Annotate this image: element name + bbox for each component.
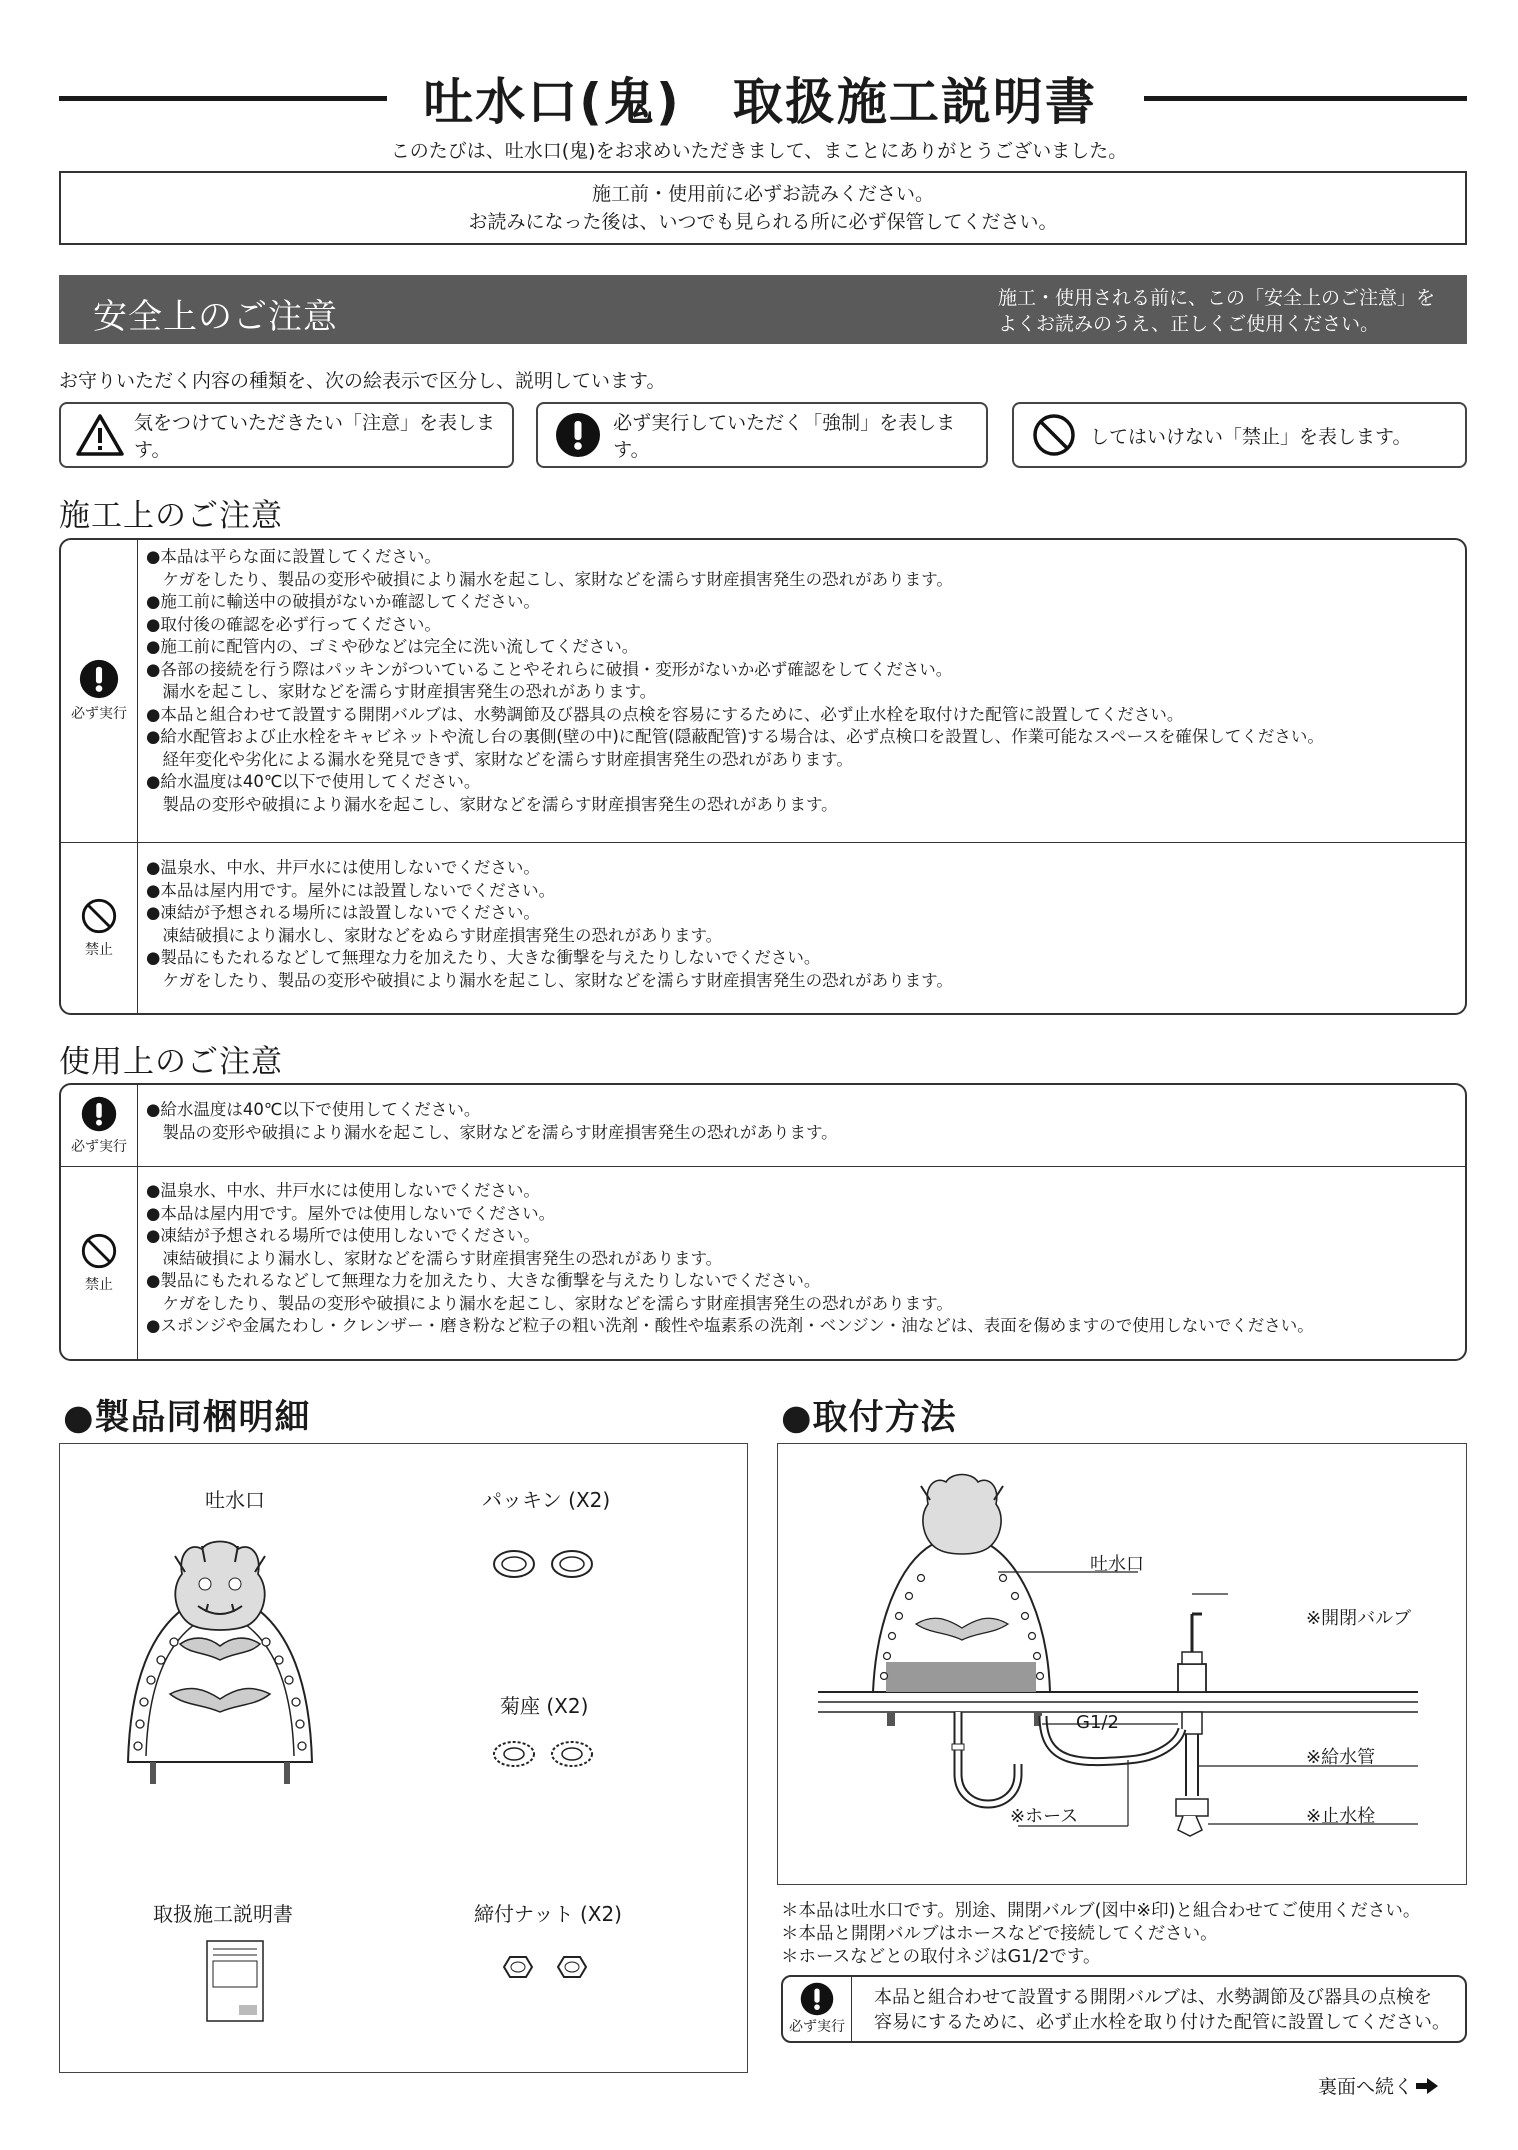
caution-line: ●スポンジや金属たわし・クレンザー・磨き粉など粒子の粗い洗剤・酸性や塩素系の洗剤・ベンジン・油などは、表面を傷めますので使用しないでください。 [146, 1316, 1314, 1335]
install-mandatory-box [781, 1975, 1467, 2043]
prohibited-icon [80, 897, 118, 935]
install-cautions-heading: 施工上のご注意 [59, 498, 283, 534]
install-note: ＊ホースなどとの取付ネジはG1/2です。 [781, 1947, 1101, 1967]
nut-illustration [496, 1949, 596, 1985]
install-prohibited-row [61, 843, 1465, 1013]
prohibited-icon [1024, 412, 1084, 458]
mandatory-label: 必ず実行 [789, 2019, 845, 2035]
mandatory-icon [79, 659, 119, 699]
caution-line: 漏水を起こし、家財などを濡らす財産損害発生の恐れがあります。 [146, 682, 657, 701]
install-cautions-box [59, 538, 1467, 1015]
oni-spout-illustration [120, 1534, 320, 1784]
caution-line: ●給水温度は40℃以下で使用してください。 [146, 1100, 481, 1119]
washer-label: 菊座 (X2) [500, 1694, 589, 1718]
warning-triangle-icon [71, 413, 128, 457]
caution-line: ケガをしたり、製品の変形や破損により漏水を起こし、家財などを濡らす財産損害発生の恐れがあります。 [146, 1293, 953, 1313]
caution-line: ●本品は屋内用です。屋外には設置しないでください。 [146, 880, 556, 900]
mandatory-label: 必ず実行 [71, 1138, 127, 1155]
caution-line: 製品の変形や破損により漏水を起こし、家財などを濡らす財産損害発生の恐れがあります。 [146, 1122, 838, 1142]
caution-line: ●給水温度は40℃以下で使用してください。 [146, 772, 481, 791]
install-prohibited-text [138, 843, 1465, 1013]
legend-mandatory-text: 必ず実行していただく「強制」を表します。 [613, 412, 956, 461]
prohibited-label: 禁止 [85, 942, 113, 958]
caution-line: ●温泉水、中水、井戸水には使用しないでください。 [146, 858, 540, 877]
contents-heading: ●製品同梱明細 [63, 1398, 311, 1438]
safety-title: 安全上のご注意 [93, 297, 338, 337]
install-method-heading: ●取付方法 [781, 1398, 957, 1438]
use-mandatory-row [61, 1085, 1465, 1167]
caution-line: 製品の変形や破損により漏水を起こし、家財などを濡らす財産損害発生の恐れがあります。 [146, 794, 838, 814]
use-prohibited-row [61, 1167, 1465, 1359]
caution-line: ●給水配管および止水栓をキャビネットや流し台の裏側(壁の中)に配管(隠蔽配管)する場合は、必ず点検口を設置し、作業可能なスペースを確保してください。 [146, 727, 1324, 746]
packing-illustration [490, 1544, 600, 1584]
diagram-hose-label: ※ホース [1010, 1806, 1079, 1827]
caution-line: ●製品にもたれるなどして無理な力を加えたり、大きな衝撃を与えたりしないでください。 [146, 948, 821, 967]
diagram-supply-label: ※給水管 [1306, 1747, 1376, 1768]
caution-line: ●本品は平らな面に設置してください。 [146, 547, 441, 566]
caution-line: ケガをしたり、製品の変形や破損により漏水を起こし、家財などを濡らす財産損害発生の恐れがあります。 [146, 569, 953, 589]
install-mandatory-text [852, 1977, 1450, 2041]
continue-on-back [1318, 2072, 1439, 2099]
caution-line: ●各部の接続を行う際はパッキンがついていることやそれらに破損・変形がないか必ず確認をしてください。 [146, 659, 953, 679]
use-prohibited-text [138, 1167, 1465, 1359]
legend-prohibited-text: してはいけない「禁止」を表します。 [1090, 425, 1412, 448]
use-cautions-heading: 使用上のご注意 [59, 1044, 283, 1080]
diagram-stop-valve-label: ※止水栓 [1306, 1806, 1376, 1827]
manual-label: 取扱施工説明書 [153, 1902, 293, 1926]
install-mandatory-text [138, 540, 1465, 842]
prohibited-label: 禁止 [85, 1277, 113, 1293]
nut-label: 締付ナット (X2) [474, 1902, 622, 1926]
mandatory-icon [81, 1096, 117, 1132]
caution-line: ●本品は屋内用です。屋外では使用しないでください。 [146, 1203, 556, 1223]
diagram-spout-label: 吐水口 [1090, 1554, 1144, 1575]
manual-illustration [205, 1939, 265, 2024]
legend-intro: お守りいただく内容の種類を、次の絵表示で区分し、説明しています。 [59, 370, 666, 392]
arrow-right-icon [1415, 2077, 1439, 2095]
safety-note [998, 285, 1435, 337]
packing-label: パッキン (X2) [482, 1488, 611, 1512]
install-mandatory-line: 本品と組合わせて設置する開閉バルブは、水勢調節及び器具の点検を [874, 1987, 1432, 2008]
caution-line: 凍結破損により漏水し、家財などをぬらす財産損害発生の恐れがあります。 [146, 925, 723, 945]
caution-line: ●温泉水、中水、井戸水には使用しないでください。 [146, 1181, 540, 1200]
safety-header-bar [59, 275, 1467, 344]
prohibited-icon [80, 1232, 118, 1270]
install-diagram-panel [777, 1443, 1467, 1885]
install-note: ＊本品は吐水口です。別途、開閉バルブ(図中※印)と組合わせてご使用ください。 [781, 1901, 1421, 1921]
install-notes [781, 1900, 1420, 1969]
legend-caution [59, 402, 514, 468]
install-mandatory-line: 容易にするために、必ず止水栓を取り付けた配管に設置してください。 [874, 2012, 1450, 2033]
use-mandatory-text [138, 1085, 1465, 1166]
mandatory-icon [800, 1982, 834, 2016]
caution-line: ●取付後の確認を必ず行ってください。 [146, 614, 441, 634]
legend-prohibited [1012, 402, 1467, 468]
diagram-valve-label: ※開閉バルブ [1306, 1608, 1412, 1629]
install-note: ＊本品と開閉バルブはホースなどで接続してください。 [781, 1924, 1218, 1944]
spout-label: 吐水口 [205, 1488, 265, 1512]
caution-line: ケガをしたり、製品の変形や破損により漏水を起こし、家財などを濡らす財産損害発生の恐れがあります。 [146, 970, 953, 990]
caution-line: 凍結破損により漏水し、家財などを濡らす財産損害発生の恐れがあります。 [146, 1248, 723, 1268]
caution-line: 経年変化や劣化による漏水を発見できず、家財などを濡らす財産損害発生の恐れがあります。 [146, 749, 853, 769]
mandatory-label: 必ず実行 [71, 706, 127, 722]
caution-line: ●本品と組合わせて設置する開閉バルブは、水勢調節及び器具の点検を容易にするために、必ず止水栓を取付けた配管に設置してください。 [146, 704, 1184, 724]
legend-caution-text: 気をつけていただきたい「注意」を表します。 [134, 412, 496, 461]
safety-note-line-1: 施工・使用される前に、この「安全上のご注意」を [997, 287, 1435, 309]
read-before-notice [59, 171, 1467, 245]
diagram-thread-label: G1/2 [1076, 1712, 1119, 1733]
caution-line: ●施工前に輸送中の破損がないか確認してください。 [146, 592, 540, 611]
caution-line: ●製品にもたれるなどして無理な力を加えたり、大きな衝撃を与えたりしないでください。 [146, 1271, 821, 1290]
washer-illustration [490, 1734, 600, 1774]
title-rule-left [59, 96, 387, 101]
intro-text: このたびは、吐水口(鬼)をお求めいただきまして、まことにありがとうございました。 [390, 140, 1128, 162]
use-cautions-box [59, 1083, 1467, 1361]
contents-panel [59, 1443, 748, 2073]
notice-line-1: 施工前・使用前に必ずお読みください。 [591, 183, 934, 205]
caution-line: ●凍結が予想される場所には設置しないでください。 [146, 903, 540, 922]
legend-mandatory [536, 402, 988, 468]
continue-text: 裏面へ続く [1317, 2076, 1413, 2098]
caution-line: ●施工前に配管内の、ゴミや砂などは完全に洗い流してください。 [146, 637, 639, 656]
install-mandatory-row [61, 540, 1465, 843]
caution-line: ●凍結が予想される場所では使用しないでください。 [146, 1226, 540, 1245]
mandatory-icon [548, 412, 607, 458]
page-title: 吐水口(鬼) 取扱施工説明書 [423, 73, 1097, 131]
title-rule-right [1144, 96, 1467, 101]
notice-line-2: お読みになった後は、いつでも見られる所に必ず保管してください。 [468, 211, 1058, 233]
safety-note-line-2: よくお読みのうえ、正しくご使用ください。 [997, 313, 1380, 335]
